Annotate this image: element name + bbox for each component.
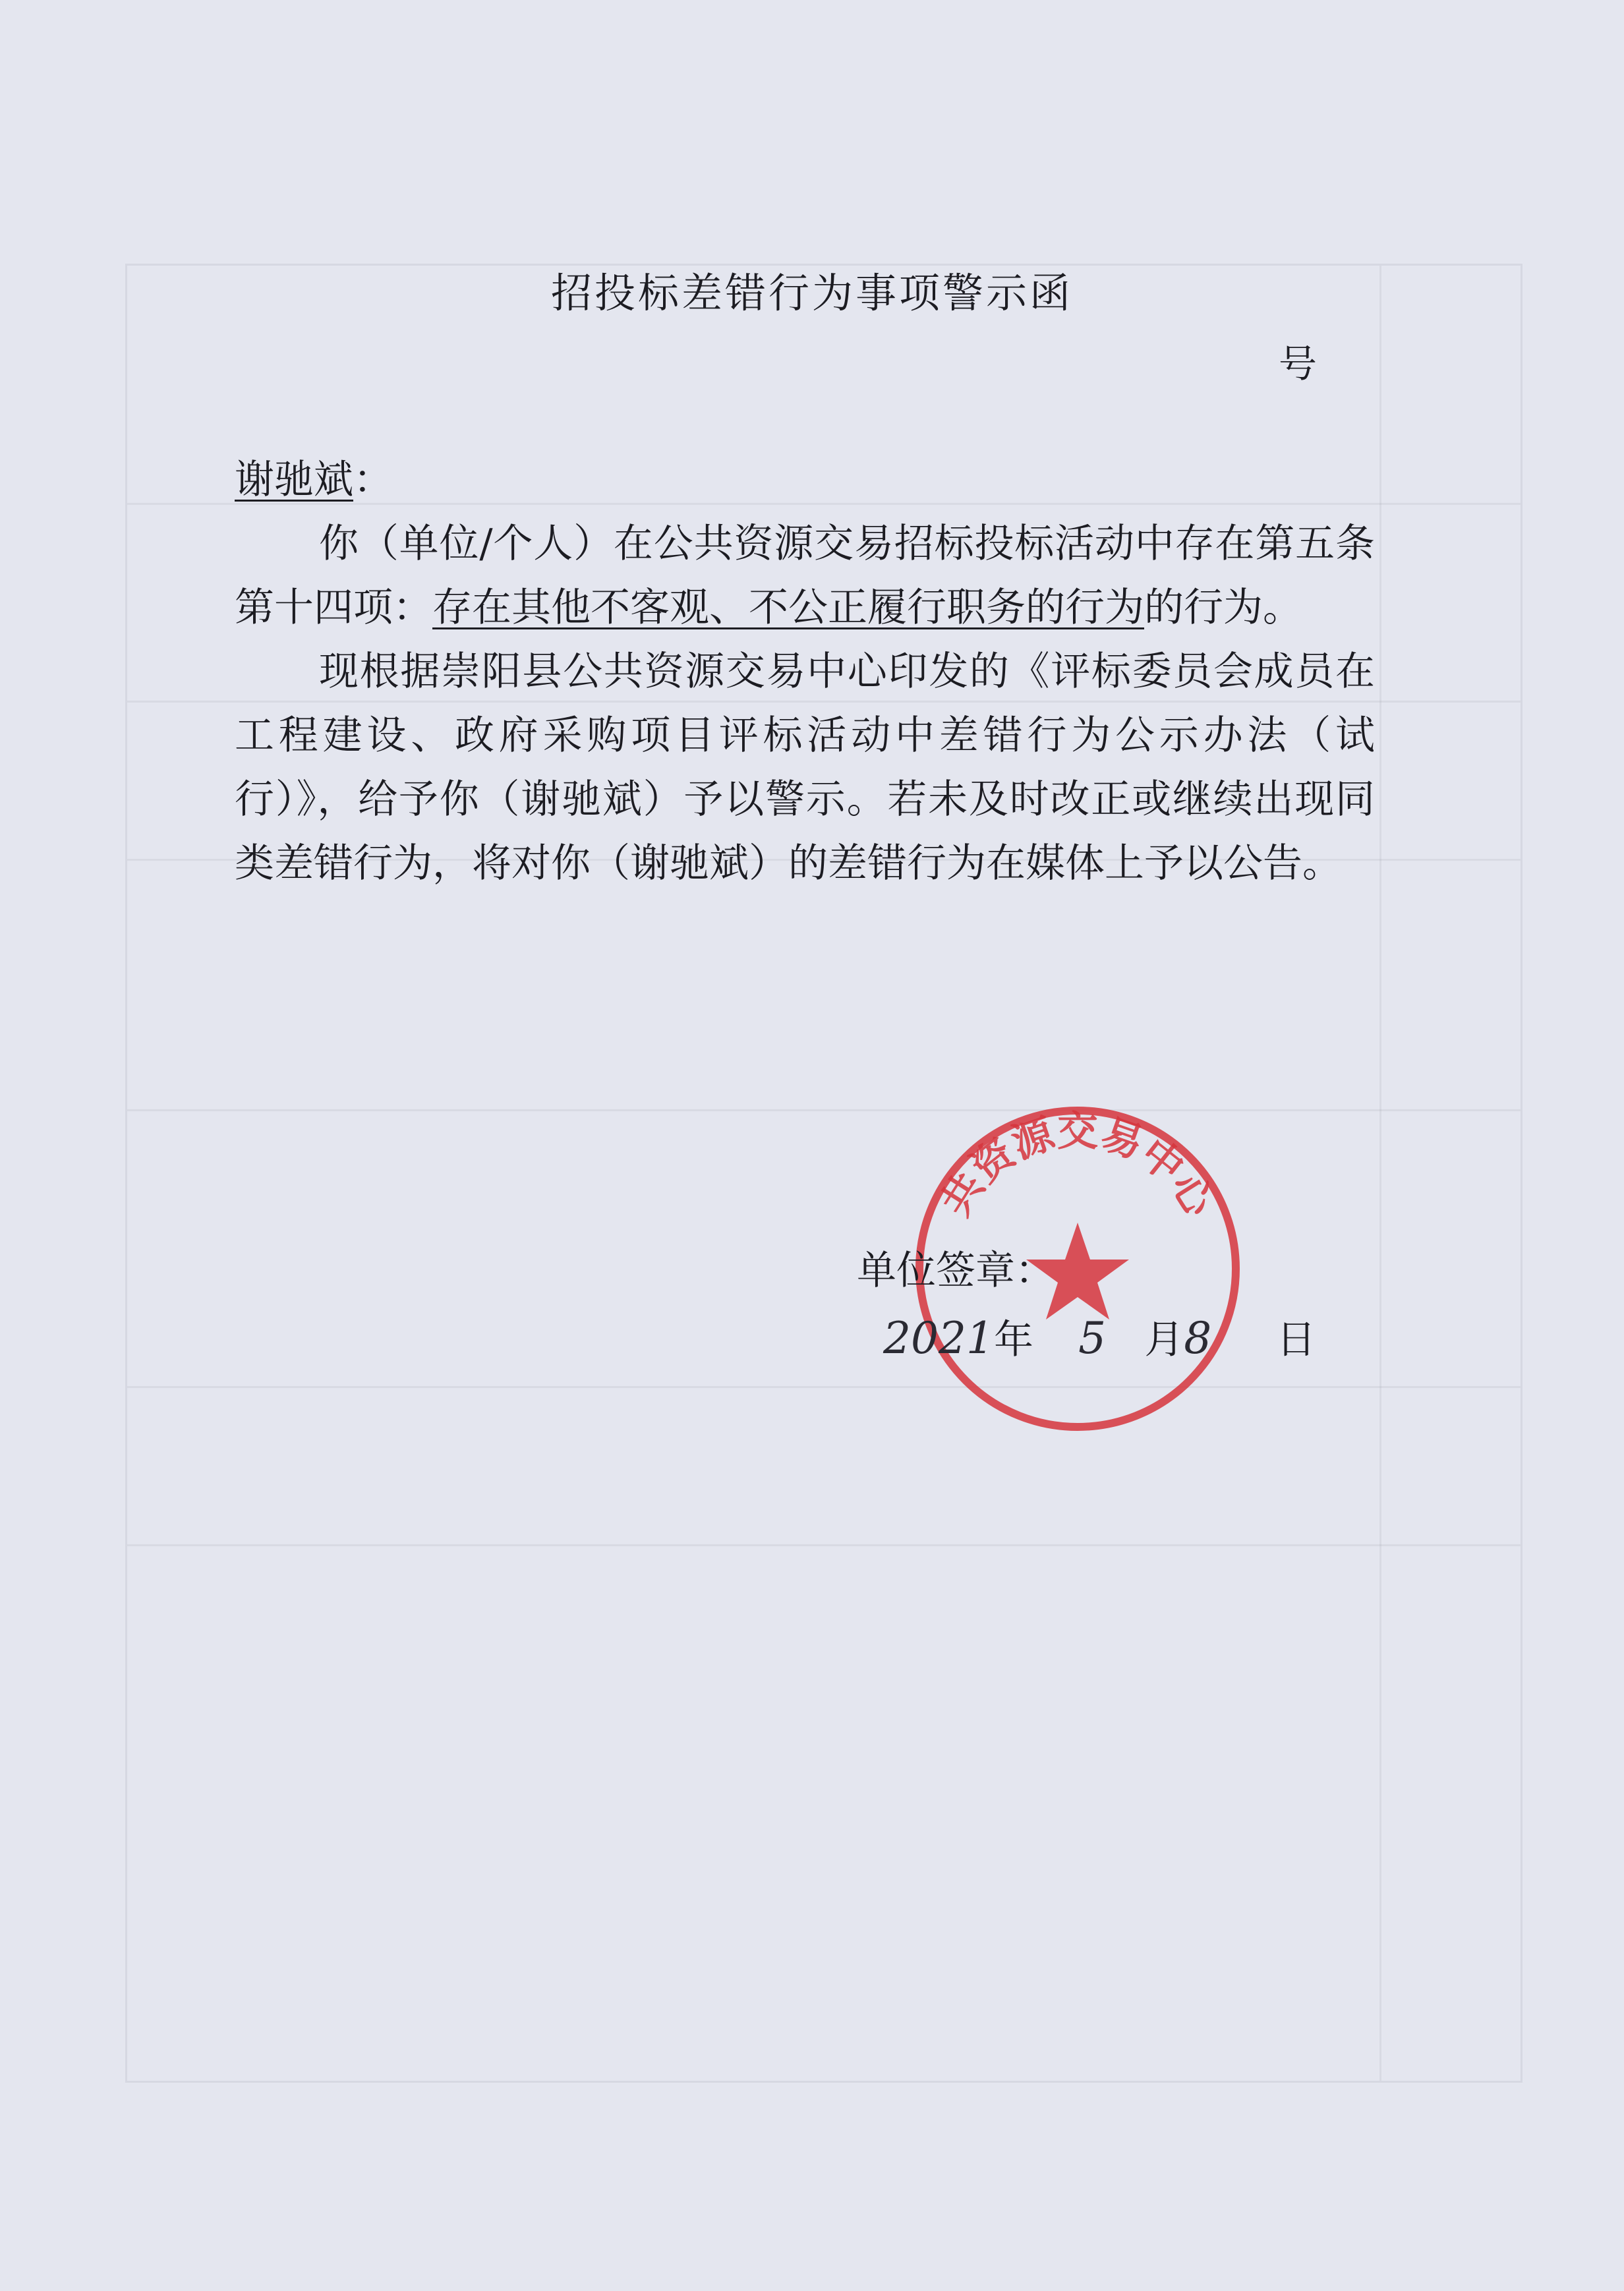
violation-tail: 的行为。 xyxy=(1144,585,1302,631)
date-month-unit: 月 xyxy=(1144,1317,1184,1363)
violation-item: 存在其他不客观、不公正履行职务的行为 xyxy=(432,585,1144,631)
addressee-line xyxy=(235,448,1375,512)
document-title: 招投标差错行为事项警示函 xyxy=(550,269,1073,317)
addressee-colon: ： xyxy=(353,457,393,503)
addressee-name: 谢驰斌 xyxy=(235,457,353,503)
date-year: 2021 xyxy=(883,1313,994,1364)
date-month: 5 xyxy=(1078,1313,1107,1364)
date-year-unit: 年 xyxy=(993,1317,1033,1363)
paragraph-warning: 现根据崇阳县公共资源交易中心印发的《评标委员会成员在工程建设、政府采购项目评标活动中差错行为公示办法（试行）》，给予你（谢驰斌）予以警示。若未及时改正或继续出现同类差错行为，将对你（谢驰斌）的差错行为在媒体上予以公告。 xyxy=(235,649,1375,886)
date-day-unit: 日 xyxy=(1276,1317,1316,1363)
violation-lead: 你（单位/个人）在公共资源交易招标投标活动中存在第五条第十四项： xyxy=(235,521,1375,631)
paragraph-violation xyxy=(235,512,1375,640)
signature-label: 单位签章： xyxy=(857,1248,1055,1294)
svg-text:共资源交易中心 xyxy=(931,1107,1225,1225)
letter-body xyxy=(235,448,1375,896)
document-number: 号 xyxy=(1279,341,1318,386)
seal-text: 共资源交易中心 xyxy=(931,1107,1224,1225)
signature-date xyxy=(883,1308,1316,1365)
date-day: 8 xyxy=(1184,1313,1212,1364)
